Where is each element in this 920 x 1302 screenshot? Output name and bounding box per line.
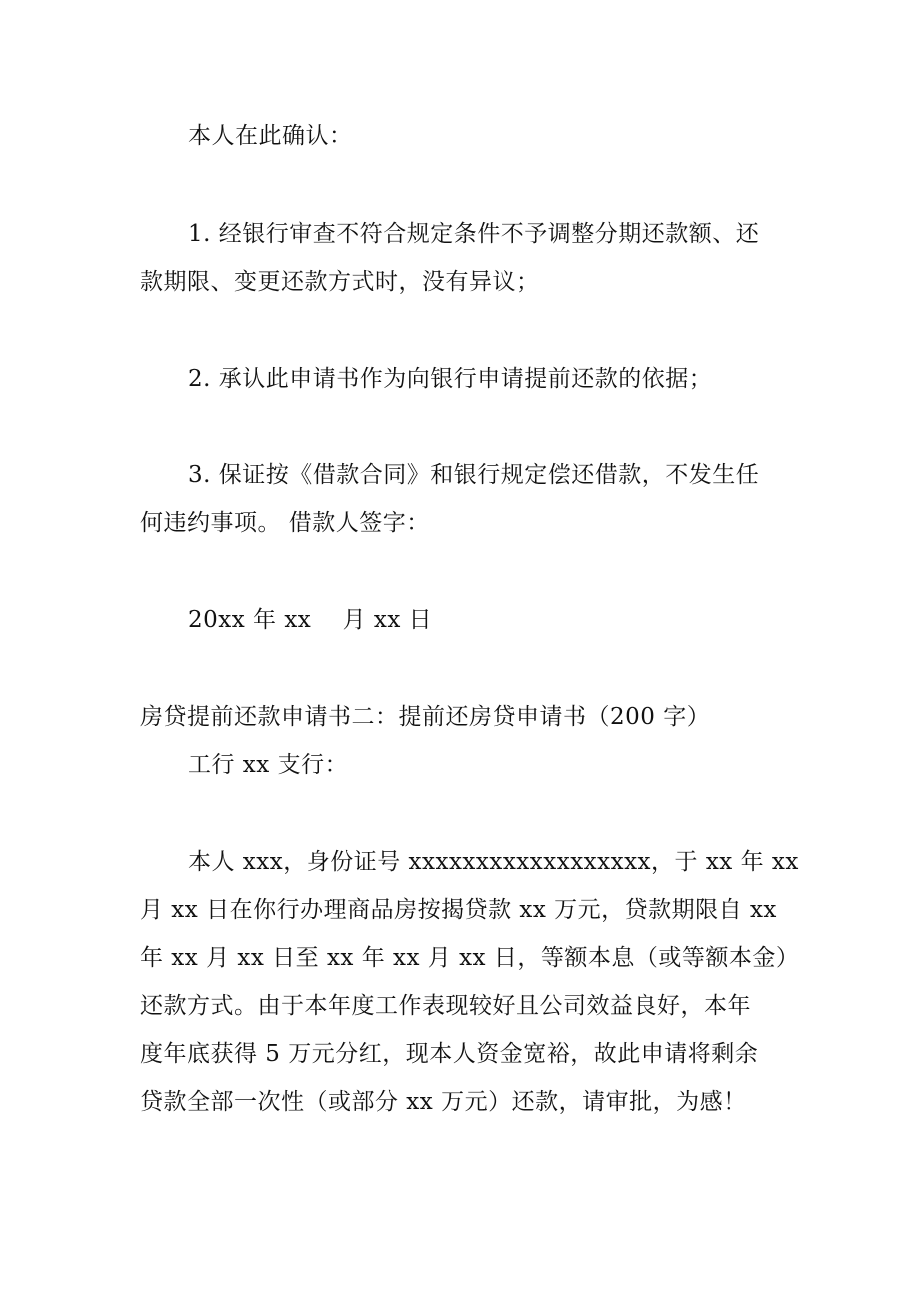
body-line: 度年底获得 5 万元分红，现本人资金宽裕，故此申请将剩余	[140, 1041, 759, 1067]
date-line: 20xx 年 xx 月 xx 日	[188, 607, 433, 633]
item-3-line-2: 何违约事项。 借款人签字：	[140, 510, 430, 536]
body-line: 本人 xxx，身份证号 xxxxxxxxxxxxxxxxxx，于 xx 年 xx	[188, 849, 799, 875]
body-line: 贷款全部一次性（或部分 xx 万元）还款，请审批，为感！	[140, 1089, 747, 1115]
body-line: 还款方式。由于本年度工作表现较好且公司效益良好，本年	[140, 993, 751, 1019]
item-1-line-2: 款期限、变更还款方式时，没有异议；	[140, 269, 540, 295]
body-line: 年 xx 月 xx 日至 xx 年 xx 月 xx 日，等额本息（或等额本金）	[140, 945, 800, 971]
item-2: 2. 承认此申请书作为向银行申请提前还款的依据；	[188, 366, 713, 392]
body-line: 月 xx 日在你行办理商品房按揭贷款 xx 万元，贷款期限自 xx	[140, 897, 777, 923]
confirm-heading: 本人在此确认：	[188, 123, 353, 149]
addressee: 工行 xx 支行：	[188, 752, 349, 778]
item-3-line-1: 3. 保证按《借款合同》和银行规定偿还借款，不发生任	[188, 462, 760, 488]
item-1-line-1: 1. 经银行审查不符合规定条件不予调整分期还款额、还	[188, 221, 760, 247]
section-title: 房贷提前还款申请书二：提前还房贷申请书（200 字）	[140, 704, 711, 730]
